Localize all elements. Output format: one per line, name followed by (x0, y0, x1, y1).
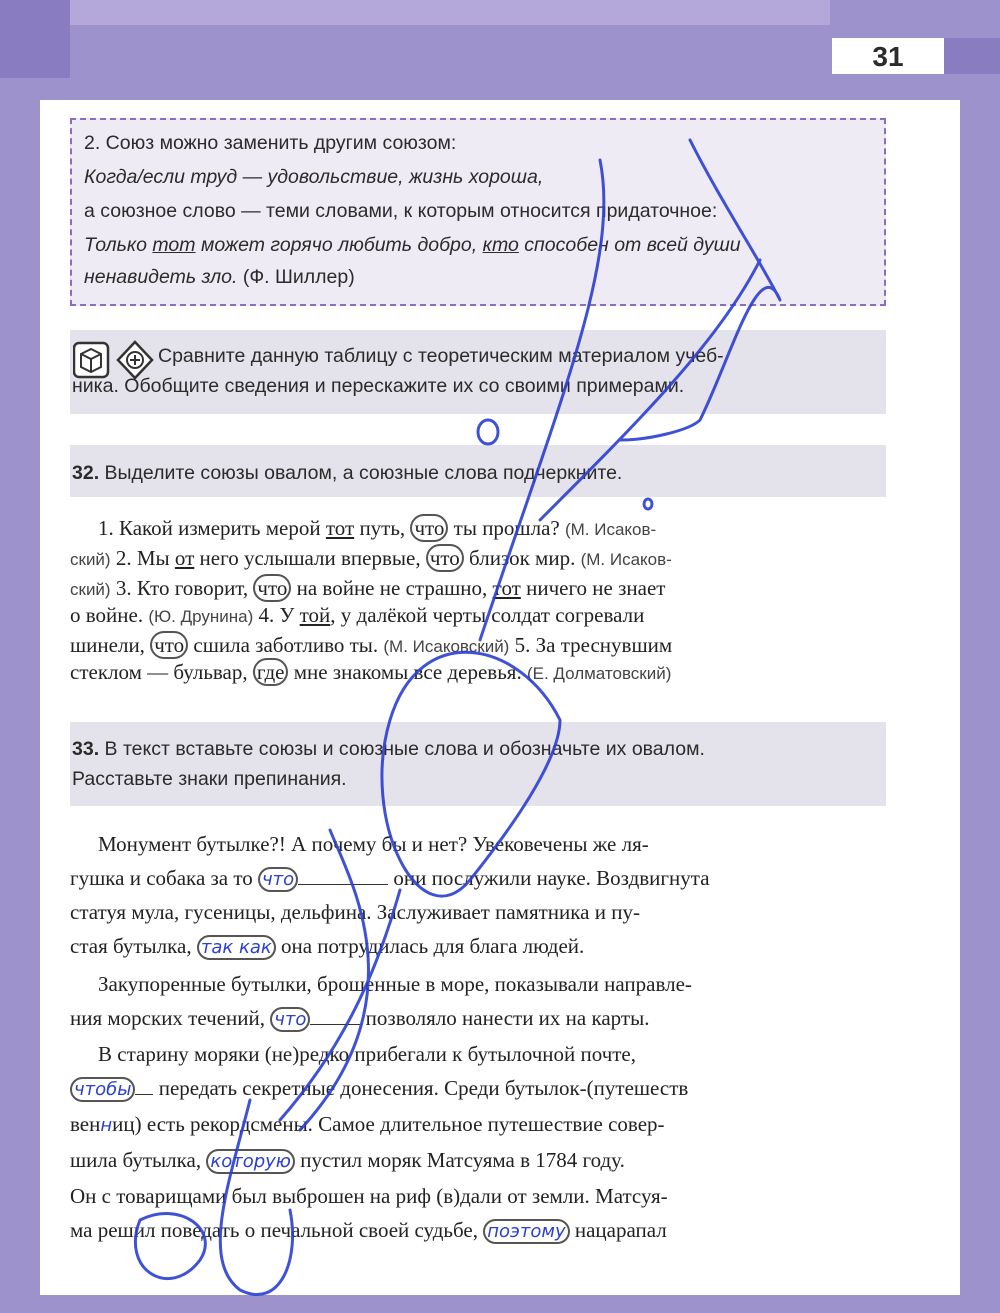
text: мне знакомы все деревья. (288, 660, 527, 684)
ex33-p3-line-1: В старину моряки (не)редко прибегали к бутылочной почте, (98, 1042, 637, 1066)
answer-blank (310, 1006, 360, 1025)
word: той (299, 603, 331, 627)
text: позволяло нанести их на карты. (360, 1006, 650, 1030)
plus-diamond-icon (118, 342, 152, 378)
text: она потрудилась для блага людей. (275, 934, 585, 958)
text: , у далёкой черты солдат согревали (330, 603, 645, 627)
ex33-p3-line-4 (70, 1148, 625, 1173)
page-number-tab (944, 38, 1000, 74)
theory-box (70, 118, 886, 306)
text: 2. Мы (110, 546, 175, 570)
page-number: 31 (872, 41, 904, 72)
theory-source: (Ф. Шиллер) (237, 266, 355, 288)
frame-corner (0, 0, 70, 78)
source: (М. Исаковский) (383, 637, 510, 656)
ex33-number: 33. (72, 738, 100, 760)
compare-line-2: ника. Обобщите сведения и перескажите их со своими примерами. (72, 375, 685, 397)
source: (М. Исаков- (580, 550, 672, 569)
ex33-p2-line-2 (70, 1006, 649, 1031)
ex32-line-4 (70, 603, 644, 628)
text: ма решил поведать о печальной своей судьбе, (70, 1218, 484, 1242)
ex33-p1-line-4 (70, 934, 584, 959)
text: на войне не страшно, (291, 576, 493, 600)
conjunction-oval: что (426, 544, 464, 572)
ex33-p3-line-3 (70, 1112, 665, 1137)
theory-text: Только (84, 234, 153, 256)
text: 4. У (253, 603, 300, 627)
conjunction-oval: что (410, 514, 448, 542)
source: (Ю. Друнина) (148, 607, 254, 626)
compare-task-box (70, 330, 886, 414)
handwritten-answer: которую (206, 1149, 295, 1174)
cube-icon (74, 343, 108, 377)
handwritten-answer: чтобы (70, 1077, 135, 1102)
text: 1. Какой измерить мерой (98, 516, 326, 540)
conjunction-oval: что (253, 574, 291, 602)
ex33-p3-line-6 (70, 1218, 667, 1243)
word: тот (325, 516, 355, 540)
ex32-instruction-text: Выделите союзы овалом, а союзные слова подчеркните. (99, 462, 623, 484)
text: ния морских течений, (70, 1006, 271, 1030)
ex32-line-2 (70, 546, 672, 571)
ex33-p1-line-3: статуя мула, гусеницы, дельфина. Заслуживает памятника и пу- (70, 900, 640, 924)
ex33-p3-line-5: Он с товарищами был выброшен на риф (в)дали от земли. Матсуя- (70, 1184, 668, 1208)
theory-word-kto: кто (482, 234, 519, 256)
ex32-line-3 (70, 576, 665, 601)
ex33-instruction-1 (72, 738, 705, 761)
text: о войне. (70, 603, 149, 627)
theory-text: ненавидеть зло. (84, 266, 238, 288)
text: него услышали впервые, (194, 546, 426, 570)
text: 5. За треснувшим (509, 633, 673, 657)
ex32-instruction (72, 462, 622, 485)
source: ский) (70, 580, 111, 599)
text: они послужили науке. Воздвигнута (388, 866, 710, 890)
word: от (174, 546, 195, 570)
handwritten-answer: что (258, 867, 298, 892)
ex33-p3-line-2 (70, 1076, 688, 1101)
text: гушка и собака за то (70, 866, 259, 890)
theory-text: может горячо любить добро, (195, 234, 483, 256)
handwritten-answer: н (100, 1115, 113, 1136)
source: (М. Исаков- (564, 520, 657, 539)
ex32-line-6 (70, 660, 671, 685)
text: стая бутылка, (70, 934, 197, 958)
text: нацарапал (569, 1218, 667, 1242)
ex33-instruction-text: В текст вставьте союзы и союзные слова и обозначьте их овалом. (99, 738, 705, 760)
theory-line-2: Когда/если труд — удовольствие, жизнь хороша, (84, 166, 544, 188)
word: тот (492, 576, 521, 600)
ex32-line-1 (98, 516, 656, 541)
compare-line-1: Сравните данную таблицу с теоретическим материалом учеб- (158, 345, 724, 367)
ex32-number: 32. (72, 462, 100, 484)
handwritten-answer: поэтому (483, 1219, 569, 1244)
text: близок мир. (463, 546, 581, 570)
conjunction-oval: что (150, 631, 188, 659)
ex33-instruction-box (70, 722, 886, 806)
handwritten-answer: так как (197, 935, 276, 960)
text: пустил моряк Матсуяма в 1784 году. (294, 1148, 625, 1172)
theory-line-1: 2. Союз можно заменить другим союзом: (84, 132, 457, 154)
text: иц) есть рекордсмены. Самое длительное путешествие совер- (112, 1112, 665, 1136)
theory-word-tot: тот (152, 234, 196, 256)
text: стеклом — бульвар, (70, 660, 253, 684)
theory-line-5 (84, 266, 355, 289)
theory-line-3: а союзное слово — теми словами, к которым относится придаточное: (84, 200, 718, 222)
text: ты прошла? (448, 516, 565, 540)
text: шинели, (70, 633, 151, 657)
text: шила бутылка, (70, 1148, 207, 1172)
ex33-p1-line-2 (70, 866, 710, 891)
ex33-instruction-2: Расставьте знаки препинания. (72, 768, 347, 790)
frame-top-strip (70, 0, 830, 25)
theory-line-4 (84, 234, 741, 257)
text: сшила заботливо ты. (188, 633, 384, 657)
answer-blank (298, 866, 388, 885)
ex32-line-5 (70, 633, 672, 658)
text: путь, (354, 516, 411, 540)
text: вен (70, 1112, 101, 1136)
ex32-instruction-box (70, 445, 886, 497)
text: 3. Кто говорит, (110, 576, 254, 600)
source: ский) (70, 550, 111, 569)
answer-blank (135, 1076, 153, 1095)
task-icons (73, 340, 163, 380)
text: передать секретные донесения. Среди бутылок-(путешеств (153, 1076, 689, 1100)
conjunction-oval: где (253, 658, 289, 686)
theory-text: способен от всей души (518, 234, 741, 256)
text: ничего не знает (520, 576, 666, 600)
handwritten-answer: что (270, 1007, 310, 1032)
ex33-p1-line-1: Монумент бутылке?! А почему бы и нет? Увековечены же ля- (98, 832, 649, 856)
ex33-p2-line-1: Закупоренные бутылки, брошенные в море, показывали направле- (98, 972, 692, 996)
source: (Е. Долматовский) (526, 664, 672, 683)
